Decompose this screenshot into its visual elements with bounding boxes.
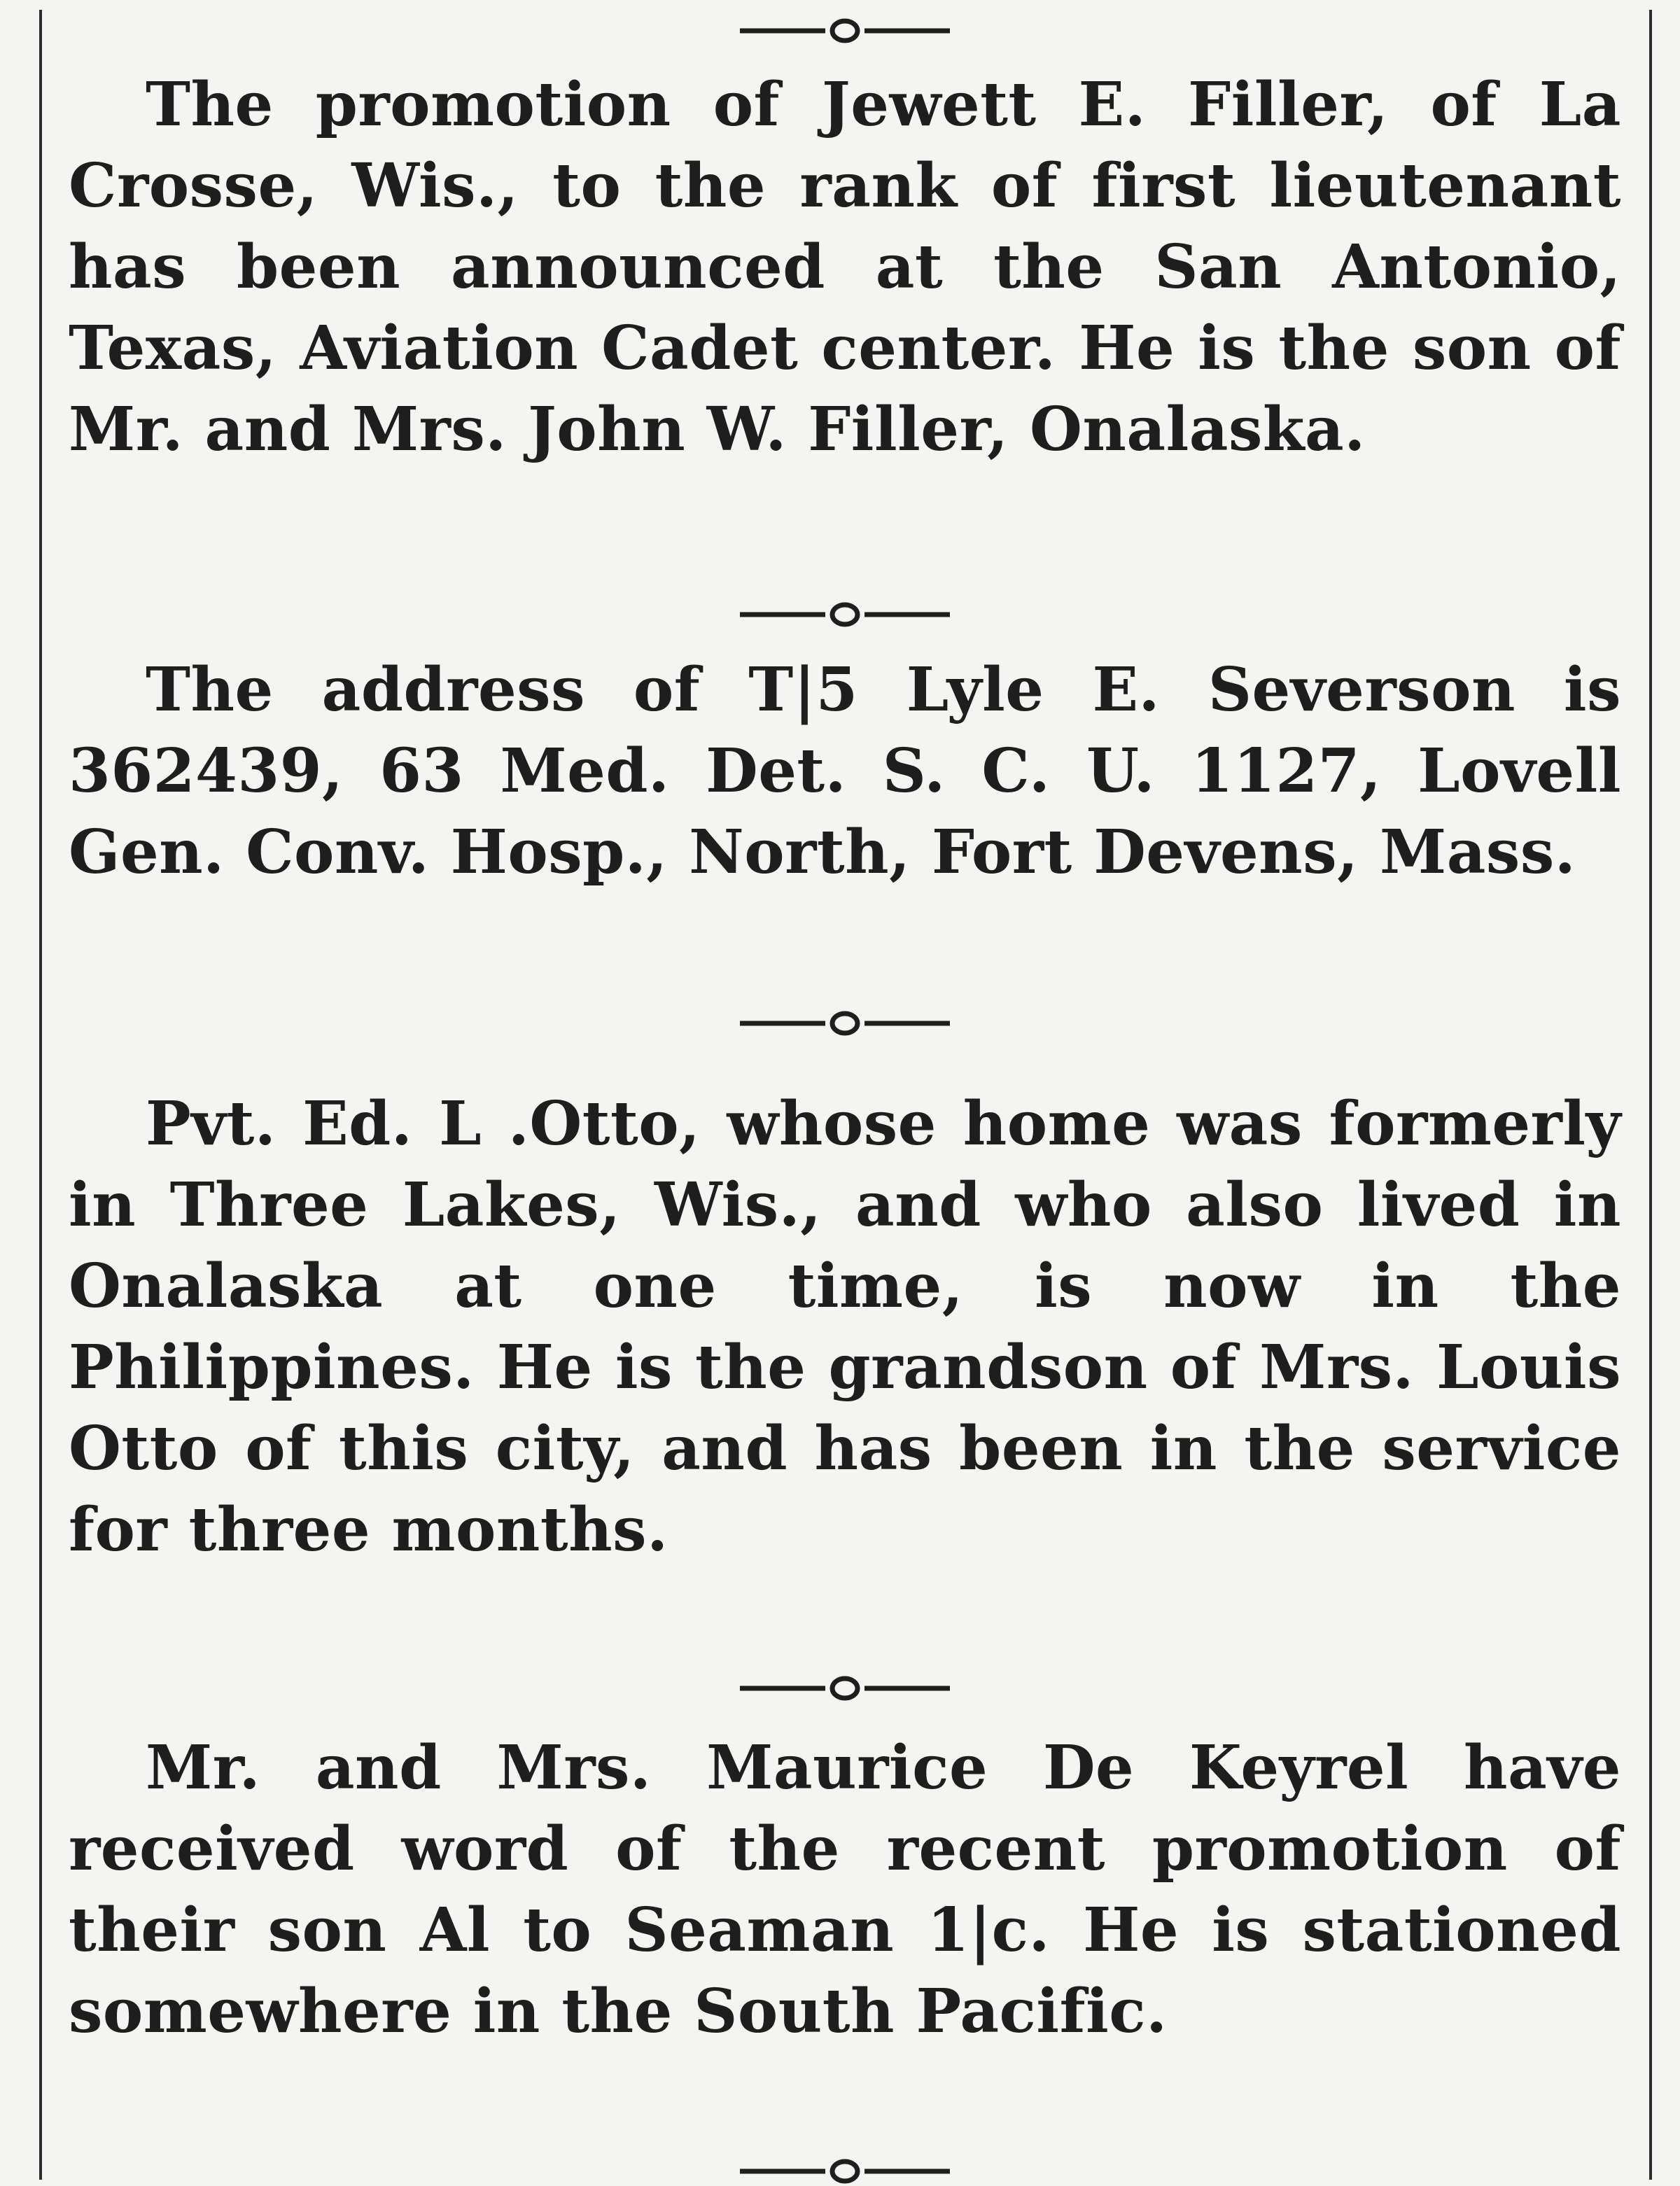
section-divider: [69, 1673, 1621, 1704]
section-divider: [69, 1008, 1621, 1039]
news-item-filler-promotion: The promotion of Jewett E. Filler, of La Crosse, Wis., to the rank of first lieutenant has been announced at the San Antonio, Texas, Aviation Cadet center. He is the son of Mr. and Mrs. John W. Filler, Onalaska.: [69, 69, 1621, 465]
news-item-dekeyrel-promotion: Mr. and Mrs. Maurice De Keyrel have received word of the recent promotion of their son Al to Seaman 1|c. He is stationed somewhere in the South Pacific.: [69, 1732, 1621, 2047]
divider-ornament-icon: [740, 2156, 950, 2186]
section-divider: [69, 2156, 1621, 2186]
news-item-otto-philippines: Pvt. Ed. L .Otto, whose home was formerly in Three Lakes, Wis., and who also lived in Onalaska at one time, is now in the Philippines. He is the grandson of Mrs. Louis Otto of this city, and has been in the service for three months.: [69, 1088, 1621, 1565]
news-item-severson-address: The address of T|5 Lyle E. Severson is 362439, 63 Med. Det. S. C. U. 1127, Lovell Gen. Conv. Hosp., North, Fort Devens, Mass.: [69, 654, 1621, 888]
section-divider: [69, 15, 1621, 46]
divider-ornament-icon: [740, 1673, 950, 1704]
divider-ornament-icon: [740, 599, 950, 630]
divider-ornament-icon: [740, 1008, 950, 1039]
left-column-rule: [39, 10, 42, 2180]
section-divider: [69, 599, 1621, 630]
divider-ornament-icon: [740, 15, 950, 46]
right-column-rule: [1649, 10, 1652, 2180]
news-column: [69, 0, 1621, 2186]
